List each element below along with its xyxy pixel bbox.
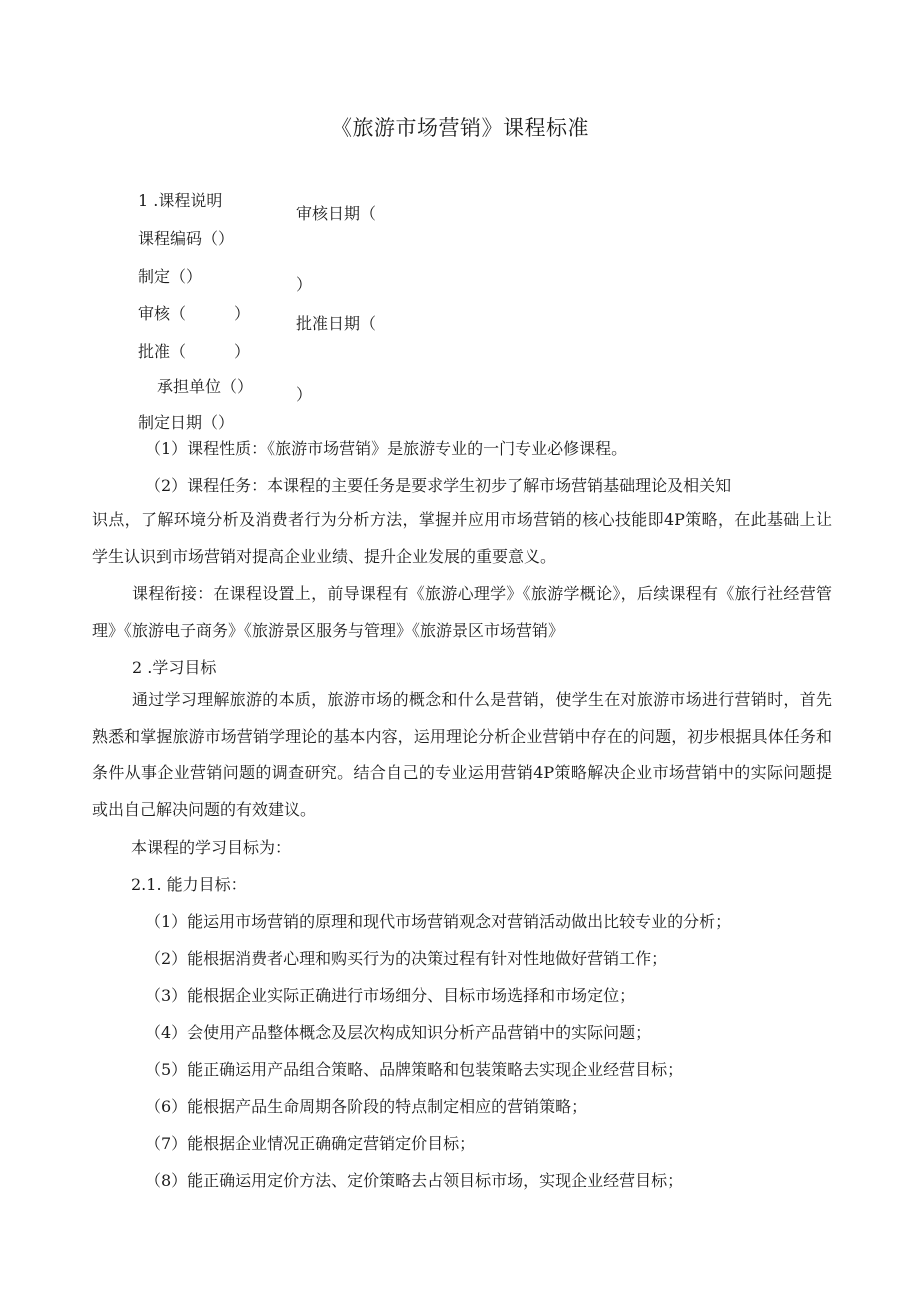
ability-goals-heading: 2.1. 能力目标：: [131, 875, 247, 894]
course-task-paragraph: 识点，了解环境分析及消费者行为分析方法，掌握并应用市场营销的核心技能即4P策略，在此基础上让学生认识到市场营销对提高企业业绩、提升企业发展的重要意义。: [92, 510, 832, 566]
ability-item: （1）能运用市场营销的原理和现代市场营销观念对营销活动做出比较专业的分析；: [145, 912, 732, 931]
ability-item: （6）能根据产品生命周期各阶段的特点制定相应的营销策略；: [145, 1097, 588, 1116]
course-task-line: （2）课程任务：本课程的主要任务是要求学生初步了解市场营销基础理论及相关知: [145, 476, 732, 495]
course-code-field: 课程编码（）: [138, 229, 235, 248]
review-field: 审核（ ）: [138, 304, 251, 323]
approve-date-close: ）: [296, 385, 313, 404]
course-nature-paragraph: （1）课程性质：《旅游市场营销》是旅游专业的一门专业必修课程。: [145, 439, 628, 458]
goals-lead-line: 本课程的学习目标为：: [131, 838, 292, 857]
document-title: 《旅游市场营销》课程标准: [331, 116, 589, 140]
course-connection-paragraph: 课程衔接：在课程设置上，前导课程有《旅游心理学》《旅游学概论》，后续课程有《旅行社经营管理》《旅游电子商务》《旅游景区服务与管理》《旅游景区市场营销》: [92, 584, 832, 640]
ability-item: （4）会使用产品整体概念及层次构成知识分析产品营销中的实际问题；: [145, 1023, 652, 1042]
unit-field: 承担单位（）: [157, 377, 254, 396]
made-date-field: 制定日期（）: [138, 413, 235, 432]
goal-intro-paragraph: 通过学习理解旅游的本质，旅游市场的概念和什么是营销，使学生在对旅游市场进行营销时，首先熟悉和掌握旅游市场营销学理论的基本内容，运用理论分析企业营销中存在的问题，初步根据具体任务和条件从事企业营销问题的调查研究。结合自己的专业运用营销4P策略解决企业市场营销中的实际问题提或出自己解决问题的有效建议。: [92, 690, 832, 819]
section-2-heading: 2 .学习目标: [132, 658, 217, 677]
ability-item: （5）能正确运用产品组合策略、品牌策略和包装策略去实现企业经营目标；: [145, 1060, 684, 1079]
review-date-close: ）: [296, 275, 313, 294]
section-1-heading: 1 .课程说明: [138, 191, 223, 210]
ability-item: （2）能根据消费者心理和购买行为的决策过程有针对性地做好营销工作；: [145, 949, 668, 968]
approve-date-field: 批准日期（: [296, 314, 377, 333]
approve-field: 批准（ ）: [138, 342, 251, 361]
ability-item: （3）能根据企业实际正确进行市场细分、目标市场选择和市场定位；: [145, 986, 636, 1005]
ability-item: （7）能根据企业情况正确确定营销定价目标；: [145, 1134, 476, 1153]
made-by-field: 制定（）: [138, 267, 203, 286]
review-date-field: 审核日期（: [296, 204, 377, 223]
ability-item: （8）能正确运用定价方法、定价策略去占领目标市场，实现企业经营目标；: [145, 1171, 684, 1190]
